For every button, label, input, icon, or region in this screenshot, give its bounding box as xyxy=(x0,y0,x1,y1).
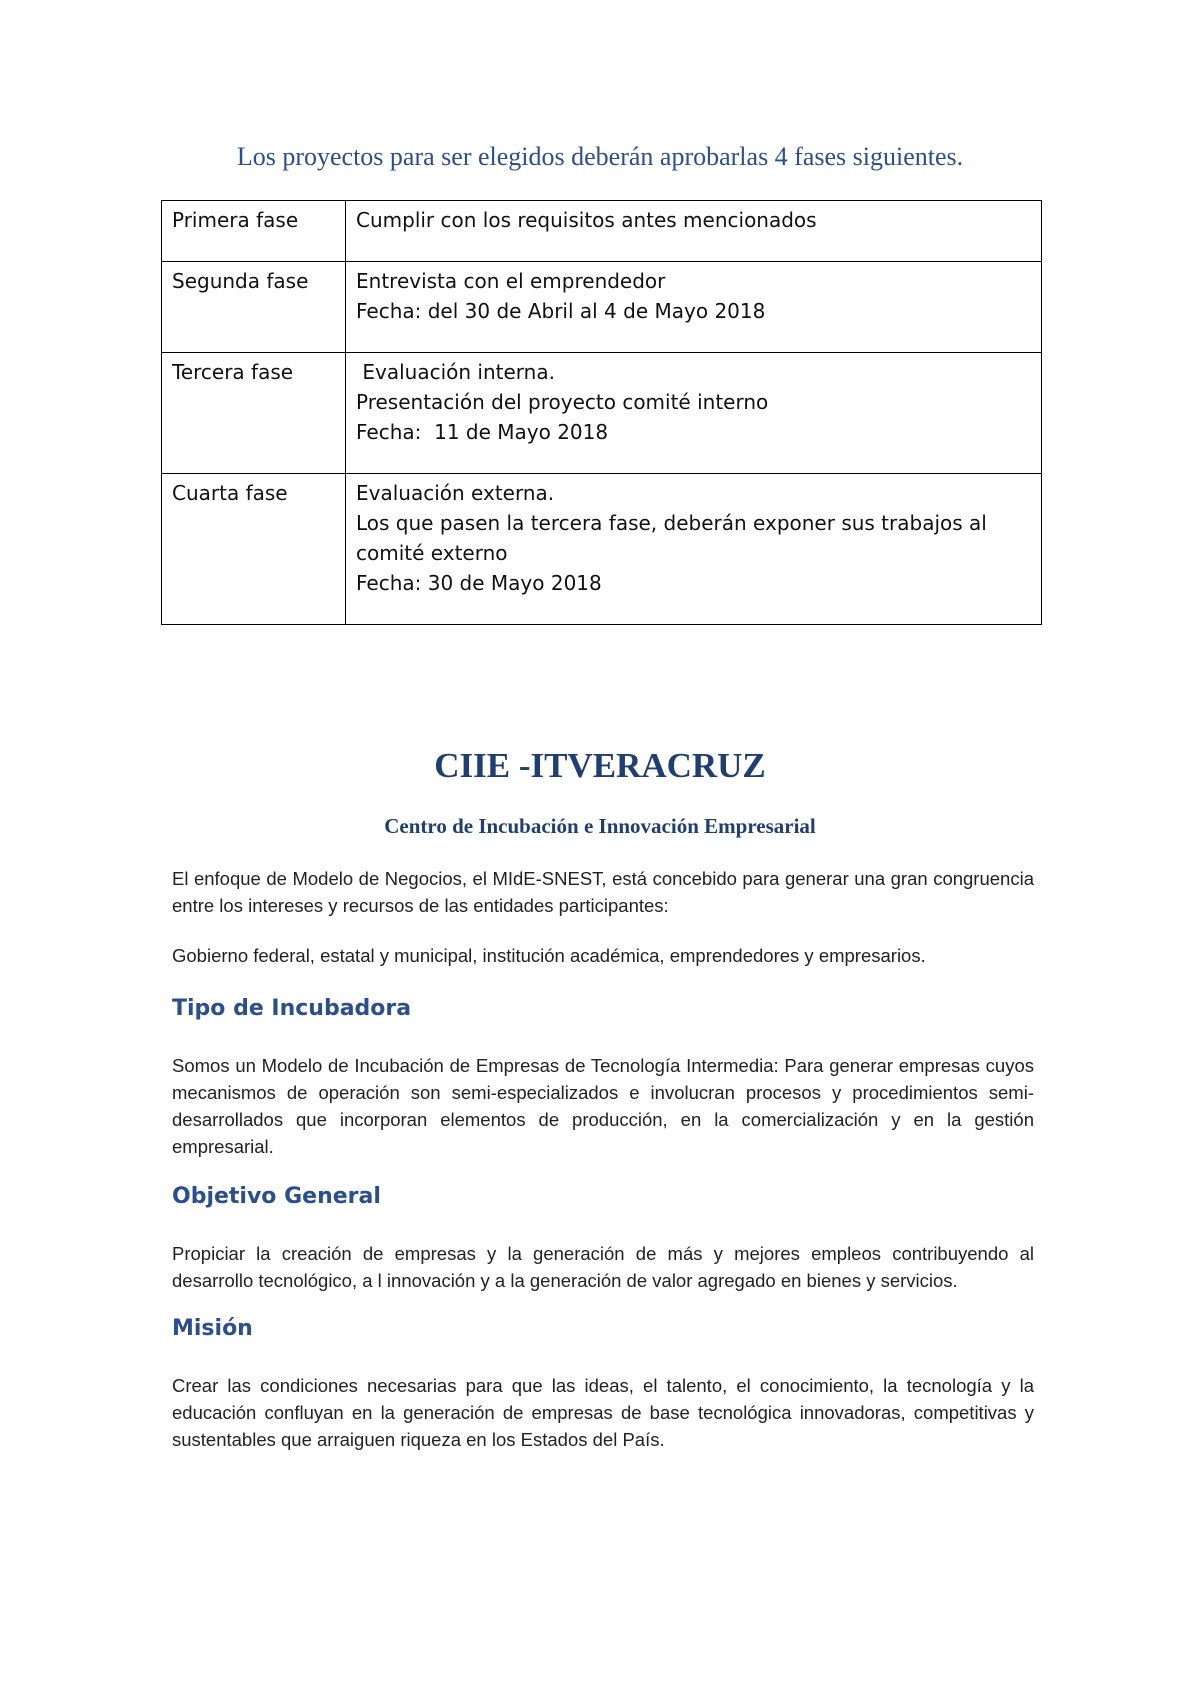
phase-line: Evaluación externa. xyxy=(356,481,555,505)
phase-label: Primera fase xyxy=(162,201,346,262)
table-row xyxy=(162,262,1042,353)
phase-line: comité externo xyxy=(356,541,508,565)
phase-description xyxy=(346,474,1042,625)
phase-line: Evaluación interna. xyxy=(356,360,555,384)
page-subtitle: Centro de Incubación e Innovación Empresarial xyxy=(384,814,816,838)
phase-description xyxy=(346,353,1042,474)
section-heading-mision: Misión xyxy=(172,1316,253,1341)
phase-line: Fecha: 30 de Mayo 2018 xyxy=(356,571,602,595)
phase-description xyxy=(346,201,1042,262)
phase-label: Cuarta fase xyxy=(162,474,346,625)
phase-line: Fecha: 11 de Mayo 2018 xyxy=(356,420,609,444)
phase-label: Segunda fase xyxy=(162,262,346,353)
section-heading-objetivo: Objetivo General xyxy=(172,1184,381,1209)
section-text-tipo: Somos un Modelo de Incubación de Empresas de Tecnología Intermedia: Para generar empresas cuyos mecanismos de operación son semi-especializados e involucran procesos y procedimientos semi-desarrollados que incorporan elementos de producción, en la comercialización y en la gestión empresarial. xyxy=(172,1055,1034,1157)
section-text-mision: Crear las condiciones necesarias para que las ideas, el talento, el conocimiento, la tecnología y la educación confluyan en la generación de empresas de base tecnológica innovadoras, competitivas y sustentables que arraiguen riqueza en los Estados del País. xyxy=(172,1375,1034,1450)
phase-line: Entrevista con el emprendedor xyxy=(356,269,666,293)
phase-label: Tercera fase xyxy=(162,353,346,474)
intro-text: Los proyectos para ser elegidos deberán aprobarlas 4 fases siguientes. xyxy=(236,142,964,171)
intro-paragraph: El enfoque de Modelo de Negocios, el MIdE-SNEST, está concebido para generar una gran congruencia entre los intereses y recursos de las entidades participantes: xyxy=(172,868,1034,916)
page-title: CIIE -ITVERACRUZ xyxy=(434,746,766,785)
phase-line: Fecha: del 30 de Abril al 4 de Mayo 2018 xyxy=(356,299,766,323)
phase-line: Presentación del proyecto comité interno xyxy=(356,390,769,414)
phases-table xyxy=(161,200,1042,625)
phase-line: Los que pasen la tercera fase, deberán exponer sus trabajos al xyxy=(356,511,987,535)
phase-description xyxy=(346,262,1042,353)
section-heading-tipo: Tipo de Incubadora xyxy=(172,996,412,1021)
phase-line: Cumplir con los requisitos antes mencionados xyxy=(356,208,817,232)
table-row xyxy=(162,201,1042,262)
participants-paragraph: Gobierno federal, estatal y municipal, institución académica, emprendedores y empresarios. xyxy=(172,945,926,966)
section-text-objetivo: Propiciar la creación de empresas y la generación de más y mejores empleos contribuyendo al desarrollo tecnológico, a l innovación y a la generación de valor agregado en bienes y servicios. xyxy=(172,1243,1034,1291)
table-row xyxy=(162,353,1042,474)
table-row xyxy=(162,474,1042,625)
